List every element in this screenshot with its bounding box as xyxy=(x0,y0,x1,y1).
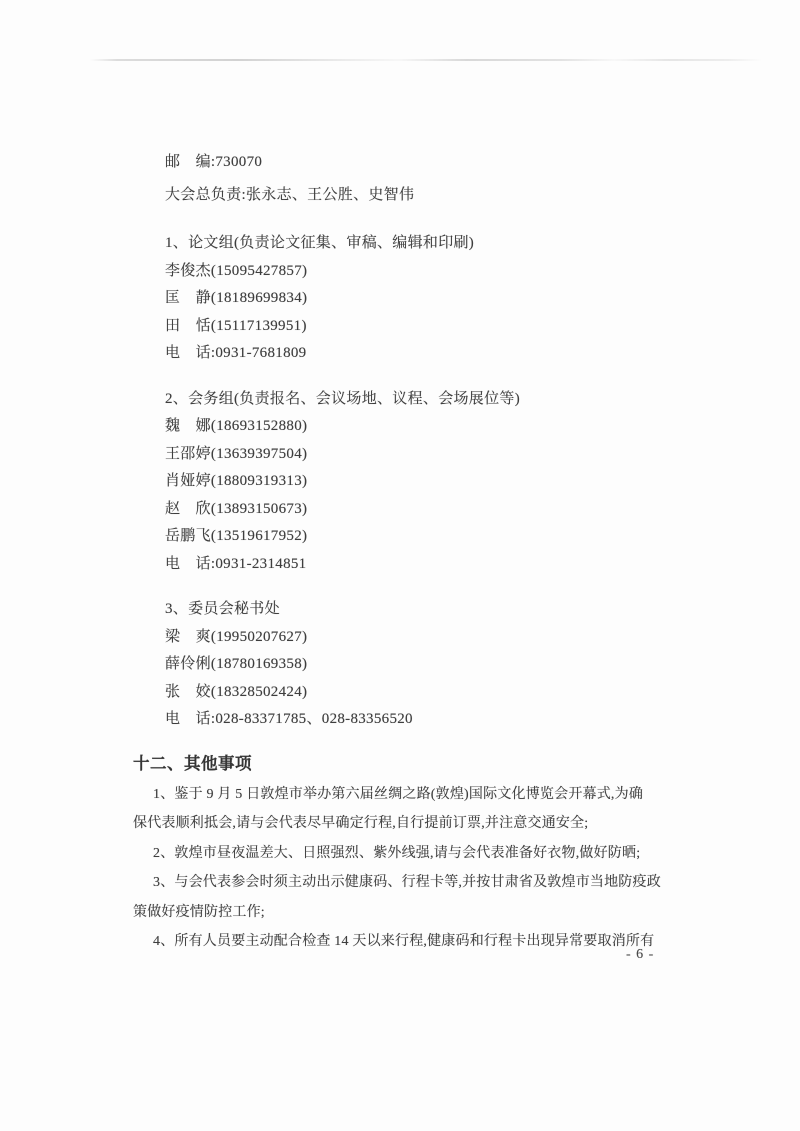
contact-line: 薛伶俐(18780169358) xyxy=(165,656,308,672)
contact-phone-line: 电 话:0931-7681809 xyxy=(165,345,307,361)
paragraph-line: 1、鉴于 9 月 5 日敦煌市举办第六届丝绸之路(敦煌)国际文化博览会开幕式,为确 xyxy=(153,786,644,802)
scan-artifact-line xyxy=(90,59,762,61)
page-number: - 6 - xyxy=(626,947,655,962)
contact-line: 王邵婷(13639397504) xyxy=(165,445,308,462)
contact-line: 田 恬(15117139951) xyxy=(165,317,307,334)
section-other-matters xyxy=(133,750,661,957)
paragraph-line: 3、与会代表参会时须主动出示健康码、行程卡等,并按甘肃省及敦煌市当地防疫政 xyxy=(153,875,661,890)
contact-line: 梁 爽(19950207627) xyxy=(165,628,308,645)
contact-line: 岳鹏飞(13519617952) xyxy=(165,528,308,544)
contact-header xyxy=(165,146,657,212)
paragraph-line: 策做好疫情防控工作; xyxy=(133,904,265,920)
contact-phone-line: 电 话:028-83371785、028-83356520 xyxy=(165,711,413,727)
paragraph-line: 保代表顺利抵会,请与会代表尽早确定行程,自行提前订票,并注意交通安全; xyxy=(133,816,589,831)
contact-phone-line: 电 话:0931-2314851 xyxy=(165,555,307,572)
contact-line: 魏 娜(18693152880) xyxy=(165,418,308,434)
contact-line: 张 姣(18328502424) xyxy=(165,683,308,700)
group-papers-title: 1、论文组(负责论文征集、审稿、编辑和印刷) xyxy=(165,235,475,251)
document-content xyxy=(133,146,661,957)
paragraph-line: 4、所有人员要主动配合检查 14 天以来行程,健康码和行程卡出现异常要取消所有 xyxy=(153,934,655,949)
section-heading: 十二、其他事项 xyxy=(133,753,252,773)
group-secretariat-title: 3、委员会秘书处 xyxy=(165,601,280,617)
contact-line: 肖娅婷(18809319313) xyxy=(165,473,308,489)
group-logistics-title: 2、会务组(负责报名、会议场地、议程、会场展位等) xyxy=(165,390,520,407)
group-papers xyxy=(165,230,657,368)
contact-line: 匡 静(18189699834) xyxy=(165,290,308,306)
paragraph-line: 2、敦煌市昼夜温差大、日照强烈、紫外线强,请与会代表准备好衣物,做好防晒; xyxy=(153,845,641,861)
postal-code-line: 邮 编:730070 xyxy=(165,154,263,170)
group-secretariat xyxy=(165,596,657,734)
group-logistics xyxy=(165,386,657,579)
contact-block xyxy=(133,146,657,734)
contact-line: 赵 欣(13893150673) xyxy=(165,500,308,517)
conference-lead-line: 大会总负责:张永志、王公胜、史智伟 xyxy=(165,187,415,203)
contact-line: 李俊杰(15095427857) xyxy=(165,262,308,279)
